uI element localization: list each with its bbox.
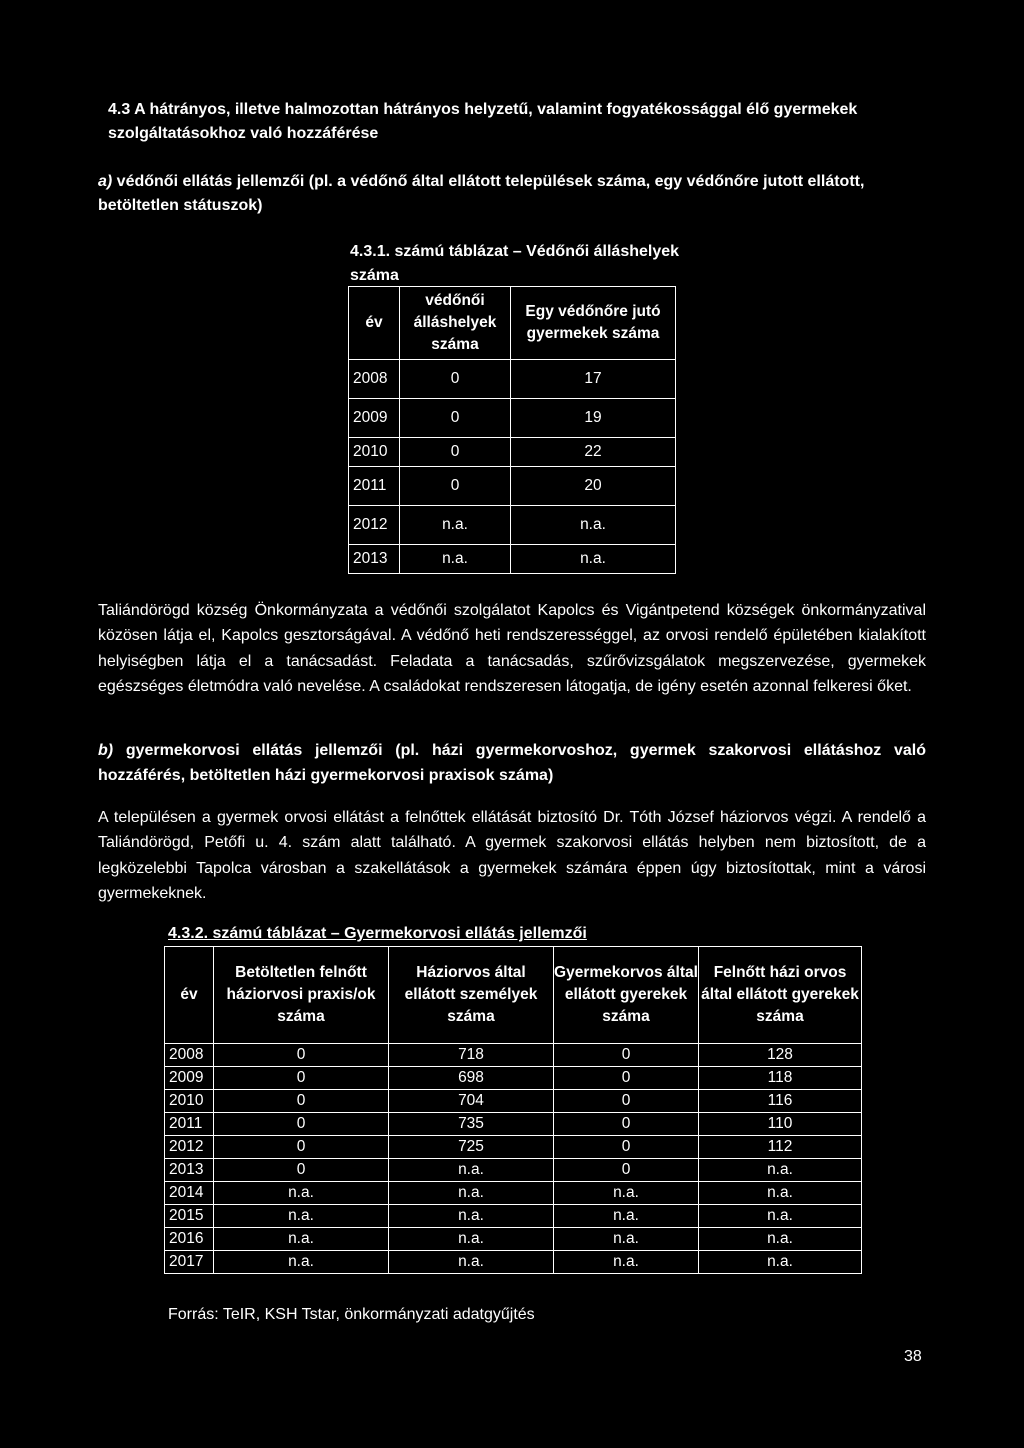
table-cell: n.a. bbox=[699, 1228, 862, 1251]
subsection-b-heading bbox=[98, 738, 926, 788]
table-cell: 0 bbox=[214, 1113, 389, 1136]
subsection-a-label: a) bbox=[98, 173, 113, 190]
table-cell: n.a. bbox=[400, 506, 511, 545]
table2-header-vacant-practices: Betöltetlen felnőtt háziorvosi praxis/ok száma bbox=[214, 947, 389, 1044]
table-row bbox=[165, 1090, 862, 1113]
table-cell: 19 bbox=[511, 399, 676, 438]
table-cell: 0 bbox=[554, 1044, 699, 1067]
table-cell: 2011 bbox=[349, 467, 400, 506]
table-cell: 2009 bbox=[349, 399, 400, 438]
table-cell: n.a. bbox=[389, 1182, 554, 1205]
table-cell: 22 bbox=[511, 438, 676, 467]
table2-header-gp-patients: Háziorvos által ellátott személyek száma bbox=[389, 947, 554, 1044]
table-row bbox=[349, 467, 676, 506]
table-row bbox=[165, 1159, 862, 1182]
table-cell: 0 bbox=[214, 1159, 389, 1182]
table1-header-positions: védőnői álláshelyek száma bbox=[400, 287, 511, 360]
table-cell: 0 bbox=[400, 438, 511, 467]
table-cell: 0 bbox=[400, 399, 511, 438]
table-cell: 0 bbox=[554, 1159, 699, 1182]
table2-header-adult-gp-children: Felnőtt házi orvos által ellátott gyerekek száma bbox=[699, 947, 862, 1044]
table-cell: n.a. bbox=[511, 506, 676, 545]
table-row bbox=[165, 1228, 862, 1251]
paragraph-nursing-service: Taliándörögd község Önkormányzata a védőnői szolgálatot Kapolcs és Vigántpetend községek önkormányzatival közösen látja el, Kapolcs gesztorságával. A védőnő heti rendszerességgel, az orvosi rendelő épületében kialakított helyiségben látja el a tanácsadást. Feladata a tanácsadás, szűrővizsgálatok megszervezése, gyermekek egészséges életmódra való nevelése. A családokat rendszeresen látogatja, de igény esetén azonnal felkeresi őket. bbox=[98, 602, 926, 696]
table-cell: 116 bbox=[699, 1090, 862, 1113]
table-cell: 0 bbox=[400, 467, 511, 506]
table2-header-pediatrician-children: Gyermekorvos által ellátott gyerekek száma bbox=[554, 947, 699, 1044]
table-cell: 2013 bbox=[165, 1159, 214, 1182]
table-cell: 2008 bbox=[349, 360, 400, 399]
table-cell: 0 bbox=[554, 1113, 699, 1136]
table2-header-year: év bbox=[165, 947, 214, 1044]
section-heading: 4.3 A hátrányos, illetve halmozottan hátrányos helyzetű, valamint fogyatékossággal élő gyermekek szolgáltatásokhoz való hozzáférése bbox=[108, 101, 858, 142]
table-cell: 112 bbox=[699, 1136, 862, 1159]
table-cell: n.a. bbox=[214, 1205, 389, 1228]
table-row bbox=[165, 1113, 862, 1136]
table-row bbox=[165, 1205, 862, 1228]
table-row bbox=[165, 1136, 862, 1159]
subsection-a-heading bbox=[98, 170, 928, 218]
table-cell: n.a. bbox=[554, 1251, 699, 1274]
table-row bbox=[349, 506, 676, 545]
table2-caption: 4.3.2. számú táblázat – Gyermekorvosi ellátás jellemzői bbox=[168, 925, 587, 942]
table-cell: 2011 bbox=[165, 1113, 214, 1136]
table-cell: n.a. bbox=[214, 1251, 389, 1274]
table-cell: n.a. bbox=[389, 1159, 554, 1182]
table-row bbox=[165, 1067, 862, 1090]
table-cell: n.a. bbox=[554, 1228, 699, 1251]
table-cell: n.a. bbox=[214, 1228, 389, 1251]
table1-header-year: év bbox=[349, 287, 400, 360]
table-cell: n.a. bbox=[699, 1182, 862, 1205]
table-row bbox=[349, 360, 676, 399]
table-row bbox=[349, 399, 676, 438]
table-cell: 0 bbox=[214, 1136, 389, 1159]
table-cell: 110 bbox=[699, 1113, 862, 1136]
table-cell: 2009 bbox=[165, 1067, 214, 1090]
table-cell: n.a. bbox=[511, 545, 676, 574]
table-cell: n.a. bbox=[389, 1205, 554, 1228]
page-number: 38 bbox=[904, 1348, 922, 1365]
table-cell: 718 bbox=[389, 1044, 554, 1067]
subsection-b-label: b) bbox=[98, 742, 114, 759]
subsection-a-text: védőnői ellátás jellemzői (pl. a védőnő által ellátott települések száma, egy védőnőre jutott ellátott, betöltetlen státuszok) bbox=[98, 173, 865, 214]
table-cell: 2016 bbox=[165, 1228, 214, 1251]
table-cell: 0 bbox=[554, 1090, 699, 1113]
table-cell: 20 bbox=[511, 467, 676, 506]
table-cell: 698 bbox=[389, 1067, 554, 1090]
table-cell: 0 bbox=[214, 1044, 389, 1067]
table-cell: 725 bbox=[389, 1136, 554, 1159]
table-cell: 2010 bbox=[165, 1090, 214, 1113]
table-cell: 2015 bbox=[165, 1205, 214, 1228]
table-row bbox=[165, 1044, 862, 1067]
table-cell: n.a. bbox=[699, 1251, 862, 1274]
table-cell: 0 bbox=[554, 1067, 699, 1090]
paragraph-pediatric-care: A településen a gyermek orvosi ellátást a felnőttek ellátását biztosító Dr. Tóth József háziorvos végzi. A rendelő a Taliándörögd, Petőfi u. 4. szám alatt található. A gyermek szakorvosi ellátás helyben nem biztosított, de a legközelebbi Tapolca városban a szakellátások a gyermekek számára éppen úgy biztosítottak, mint a városi gyermekeknek. bbox=[98, 809, 926, 903]
table1 bbox=[348, 286, 676, 574]
table2 bbox=[164, 946, 862, 1274]
table-cell: 735 bbox=[389, 1113, 554, 1136]
table-cell: n.a. bbox=[699, 1159, 862, 1182]
table-cell: 17 bbox=[511, 360, 676, 399]
table-cell: 2010 bbox=[349, 438, 400, 467]
table1-caption: 4.3.1. számú táblázat – Védőnői álláshelyek száma bbox=[350, 243, 680, 284]
table-cell: 0 bbox=[400, 360, 511, 399]
table-cell: 2012 bbox=[349, 506, 400, 545]
table-cell: 118 bbox=[699, 1067, 862, 1090]
table1-header-row bbox=[349, 287, 676, 360]
table-cell: 0 bbox=[214, 1067, 389, 1090]
table-cell: 2012 bbox=[165, 1136, 214, 1159]
table-cell: n.a. bbox=[214, 1182, 389, 1205]
table2-header-row bbox=[165, 947, 862, 1044]
subsection-b-text: gyermekorvosi ellátás jellemzői (pl. házi gyermekorvoshoz, gyermek szakorvosi ellátáshoz való hozzáférés, betöltetlen házi gyermekorvosi praxisok száma) bbox=[98, 742, 926, 784]
table-row bbox=[165, 1182, 862, 1205]
table-cell: 2017 bbox=[165, 1251, 214, 1274]
table-cell: 0 bbox=[554, 1136, 699, 1159]
table-cell: n.a. bbox=[389, 1228, 554, 1251]
table-cell: n.a. bbox=[400, 545, 511, 574]
table-cell: 2013 bbox=[349, 545, 400, 574]
table-row bbox=[165, 1251, 862, 1274]
table-cell: 128 bbox=[699, 1044, 862, 1067]
table1-header-children-per-nurse: Egy védőnőre jutó gyermekek száma bbox=[511, 287, 676, 360]
table-cell: n.a. bbox=[554, 1182, 699, 1205]
table-cell: n.a. bbox=[554, 1205, 699, 1228]
table-cell: 704 bbox=[389, 1090, 554, 1113]
table-cell: 2008 bbox=[165, 1044, 214, 1067]
table-row bbox=[349, 438, 676, 467]
table-cell: 0 bbox=[214, 1090, 389, 1113]
table-row bbox=[349, 545, 676, 574]
source-note: Forrás: TeIR, KSH Tstar, önkormányzati adatgyűjtés bbox=[168, 1306, 535, 1323]
table-cell: n.a. bbox=[699, 1205, 862, 1228]
table-cell: 2014 bbox=[165, 1182, 214, 1205]
table-cell: n.a. bbox=[389, 1251, 554, 1274]
